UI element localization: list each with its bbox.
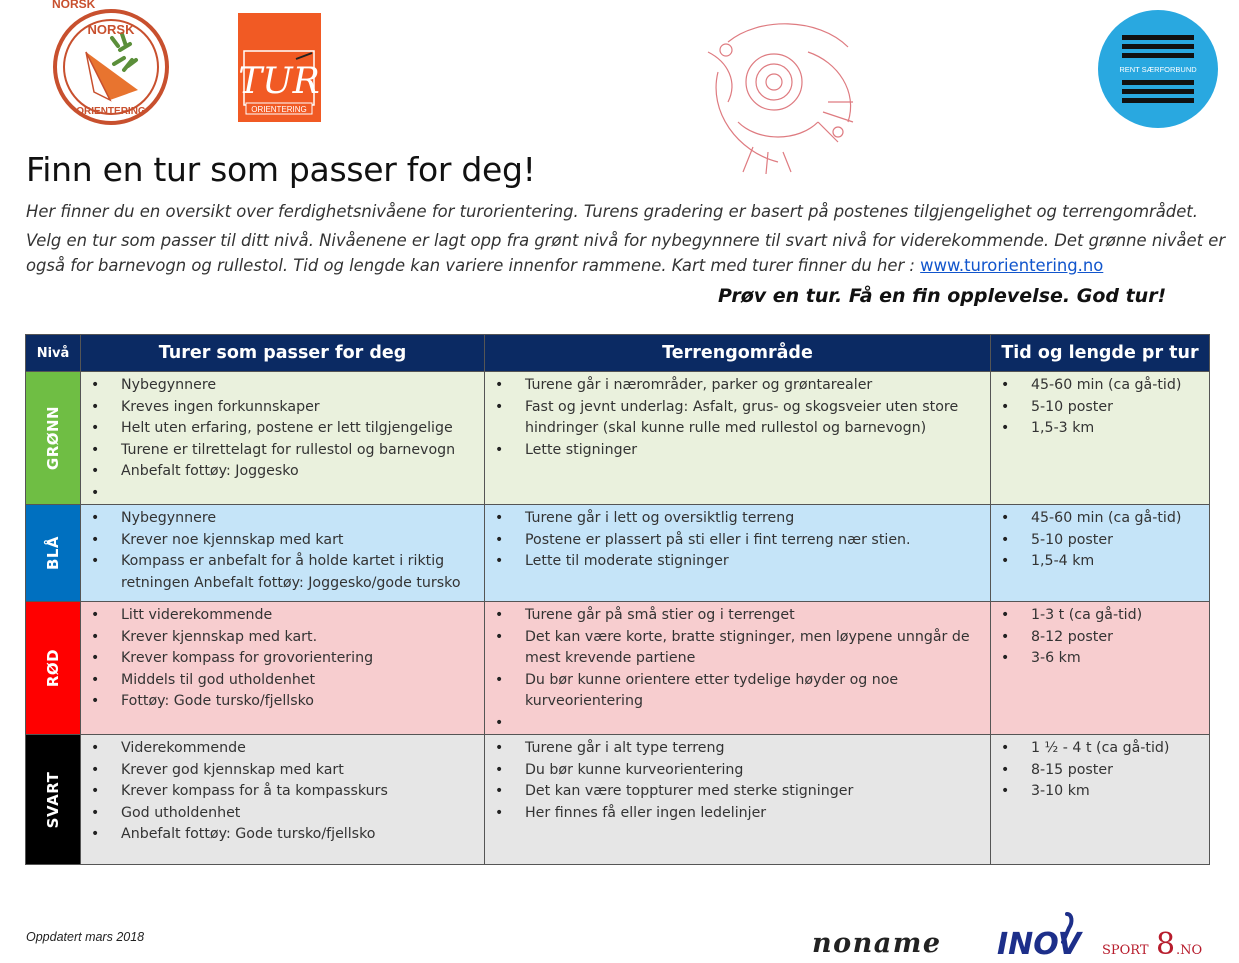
list-item: • Krever god kjennskap med kart — [81, 760, 484, 782]
list-item: • Turene er tilrettelagt for rullestol og barnevogn — [81, 440, 484, 462]
norsk-orientering-logo — [52, 0, 170, 126]
terrain-cell — [485, 505, 991, 602]
list-item: • Viderekommende — [81, 738, 484, 760]
trips-cell — [81, 372, 485, 505]
list-item: • 1 ½ - 4 t (ca gå-tid) — [991, 738, 1209, 760]
terrain-list — [485, 505, 990, 573]
header-time: Tid og lengde pr tur — [991, 335, 1210, 372]
norsk-top-text: NORSK — [87, 22, 135, 37]
slogan: Prøv en tur. Få en fin opplevelse. God tur! — [718, 285, 1167, 307]
list-item: • Turene går på små stier og i terrenget — [485, 605, 990, 627]
list-item: • 1,5-3 km — [991, 418, 1209, 440]
levels-table — [25, 334, 1210, 865]
intro-line-3-text: også for barnevogn og rullestol. Tid og lengde kan variere innenfor rammene. Kart med turer finner du her : — [26, 256, 921, 275]
list-item: • Fottøy: Gode tursko/fjellsko — [81, 691, 484, 713]
terrain-cell — [485, 372, 991, 505]
list-item: • Her finnes få eller ingen ledelinjer — [485, 803, 990, 825]
list-item: • 5-10 poster — [991, 397, 1209, 419]
list-item: • 1,5-4 km — [991, 551, 1209, 573]
ornament-logo — [698, 12, 868, 180]
list-item: • Du bør kunne kurveorientering — [485, 760, 990, 782]
list-item: • 3-10 km — [991, 781, 1209, 803]
norsk-bottom-text: ORIENTERING — [76, 106, 146, 117]
updated-date: Oppdatert mars 2018 — [26, 930, 145, 944]
list-item: • Krever kompass for å ta kompasskurs — [81, 781, 484, 803]
list-item — [81, 483, 484, 505]
rent-saerforbund-logo — [1098, 10, 1218, 128]
list-item: • Kompass er anbefalt for å holde kartet i riktig retningen Anbefalt fottøy: Joggesko/gode tursko — [81, 551, 484, 594]
inov8-logo — [997, 908, 1081, 962]
list-item: • Anbefalt fottøy: Gode tursko/fjellsko — [81, 824, 484, 846]
intro-line-3 — [26, 256, 1103, 275]
terrain-cell — [485, 602, 991, 735]
trips-cell — [81, 602, 485, 735]
level-label: RØD — [44, 648, 62, 688]
trips-list — [81, 735, 484, 846]
header-terrain: Terrengområde — [485, 335, 991, 372]
list-item: • Middels til god utholdenhet — [81, 670, 484, 692]
terrain-list — [485, 602, 990, 734]
inov-text: INOV — [997, 927, 1081, 962]
list-item: • Det kan være toppturer med sterke stigninger — [485, 781, 990, 803]
list-item: • Nybegynnere — [81, 375, 484, 397]
table-row — [26, 372, 1210, 505]
list-item: • Helt uten erfaring, postene er lett tilgjengelige — [81, 418, 484, 440]
tur-logo-mark — [238, 13, 321, 122]
level-label: GRØNN — [44, 405, 62, 471]
sport-left-text: SPORT — [1102, 943, 1149, 958]
terrain-cell — [485, 735, 991, 865]
tur-orientering-logo — [238, 13, 321, 122]
list-item: • Lette stigninger — [485, 440, 990, 462]
table-row — [26, 735, 1210, 865]
turorientering-link[interactable]: www.turorientering.no — [920, 256, 1104, 275]
time-list — [991, 505, 1209, 573]
level-cell — [26, 505, 81, 602]
list-item: • Turene går i lett og oversiktlig terreng — [485, 508, 990, 530]
norsk-text: NORSK — [52, 0, 96, 11]
terrain-list — [485, 735, 990, 824]
list-item: • 45-60 min (ca gå-tid) — [991, 508, 1209, 530]
list-item: • Det kan være korte, bratte stigninger, men løypene unngår de mest krevende partiene — [485, 627, 990, 670]
level-label: SVART — [44, 771, 62, 828]
time-cell — [991, 505, 1210, 602]
trips-cell — [81, 505, 485, 602]
time-cell — [991, 372, 1210, 505]
list-item: • Fast og jevnt underlag: Asfalt, grus- og skogsveier uten store hindringer (skal kunne rulle med rullestol og barnevogn) — [485, 397, 990, 440]
intro-line-2: Velg en tur som passer til ditt nivå. Nivåenene er lagt opp fra grønt nivå for nybegynnere til svart nivå for viderekommende. Det grønne nivået er — [26, 231, 1226, 250]
list-item: • 8-15 poster — [991, 760, 1209, 782]
list-item: • Turene går i nærområder, parker og grøntarealer — [485, 375, 990, 397]
page-title: Finn en tur som passer for deg! — [26, 150, 536, 189]
sport8-logo — [1102, 924, 1208, 960]
intro-line-1: Her finner du en oversikt over ferdighetsnivåene for turorientering. Turens gradering er basert på postenes tilgjengelighet og terrengområdet. — [26, 202, 1198, 221]
level-cell — [26, 372, 81, 505]
list-item: • Lette til moderate stigninger — [485, 551, 990, 573]
rent-text: RENT SÆRFORBUND — [1119, 65, 1197, 74]
time-list — [991, 602, 1209, 670]
list-item: • Krever kjennskap med kart. — [81, 627, 484, 649]
list-item: • Krever noe kjennskap med kart — [81, 530, 484, 552]
list-item: • 1-3 t (ca gå-tid) — [991, 605, 1209, 627]
time-cell — [991, 602, 1210, 735]
time-list — [991, 372, 1209, 440]
level-cell — [26, 735, 81, 865]
sport-num-text: 8 — [1156, 927, 1176, 962]
tur-sub-text: ORIENTERING — [251, 105, 307, 114]
list-item — [485, 713, 990, 735]
header-level: Nivå — [26, 335, 81, 372]
list-item: • Kreves ingen forkunnskaper — [81, 397, 484, 419]
level-label: BLÅ — [44, 535, 62, 571]
list-item: • 5-10 poster — [991, 530, 1209, 552]
time-cell — [991, 735, 1210, 865]
terrain-list — [485, 372, 990, 461]
trips-list — [81, 372, 484, 504]
table-row — [26, 505, 1210, 602]
header-trips: Turer som passer for deg — [81, 335, 485, 372]
trips-list — [81, 602, 484, 713]
list-item: • Krever kompass for grovorientering — [81, 648, 484, 670]
list-item: • 8-12 poster — [991, 627, 1209, 649]
list-item: • Litt viderekommende — [81, 605, 484, 627]
list-item: • 3-6 km — [991, 648, 1209, 670]
list-item: • Du bør kunne orientere etter tydelige høyder og noe kurveorientering — [485, 670, 990, 713]
list-item: • Nybegynnere — [81, 508, 484, 530]
noname-logo: noname — [812, 928, 942, 959]
list-item: • Postene er plassert på sti eller i fint terreng nær stien. — [485, 530, 990, 552]
table-row — [26, 602, 1210, 735]
list-item: • Turene går i alt type terreng — [485, 738, 990, 760]
trips-list — [81, 505, 484, 594]
list-item: • 45-60 min (ca gå-tid) — [991, 375, 1209, 397]
sport-right-text: .NO — [1176, 943, 1203, 958]
level-cell — [26, 602, 81, 735]
trips-cell — [81, 735, 485, 865]
list-item: • God utholdenhet — [81, 803, 484, 825]
list-item: • Anbefalt fottøy: Joggesko — [81, 461, 484, 483]
time-list — [991, 735, 1209, 803]
table-header-row — [26, 335, 1210, 372]
tur-mark-text: TUR — [238, 61, 320, 102]
